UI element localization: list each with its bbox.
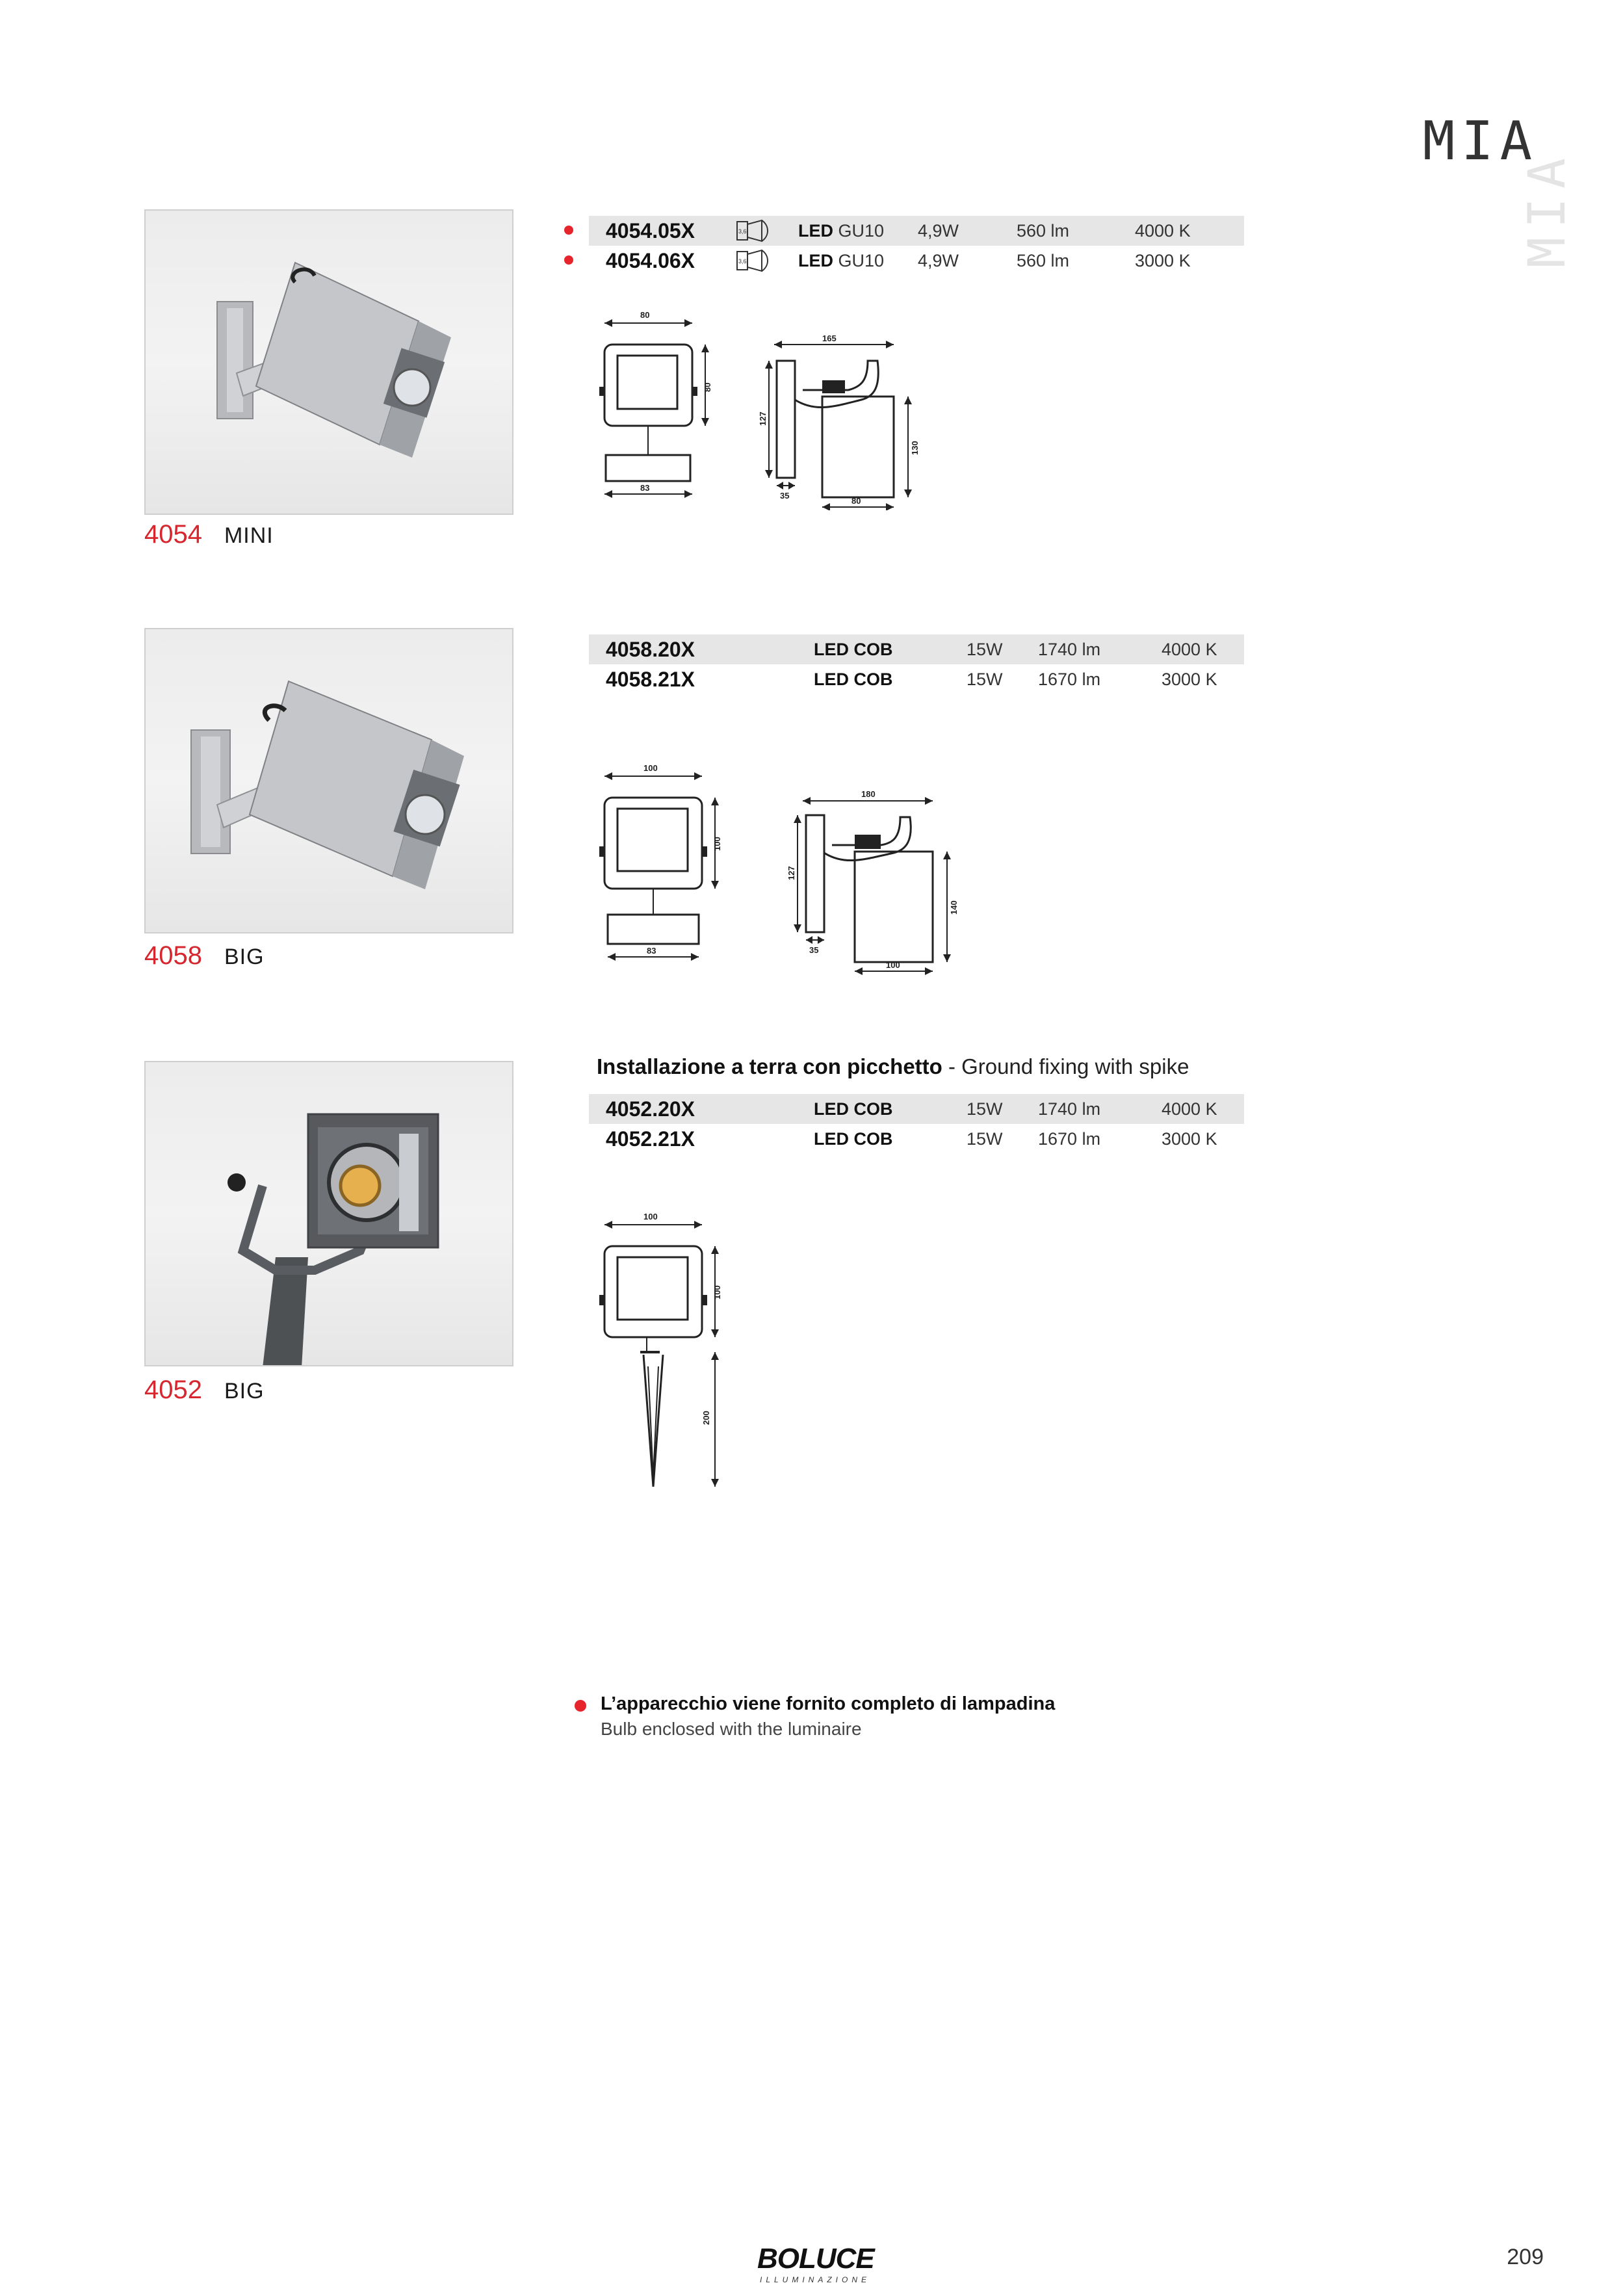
color-temperature: 3000 K bbox=[1162, 669, 1217, 689]
brand-subtitle: ILLUMINAZIONE bbox=[760, 2275, 871, 2284]
luminous-flux: 560 lm bbox=[1017, 220, 1070, 241]
light-source-socket: GU10 bbox=[833, 220, 885, 241]
spec-table-4052 bbox=[589, 1094, 1244, 1154]
color-temperature: 3000 K bbox=[1135, 250, 1191, 270]
color-temperature: 4000 K bbox=[1135, 220, 1191, 241]
spec-row bbox=[589, 246, 1244, 276]
svg-text:3,6: 3,6 bbox=[738, 228, 747, 235]
product-size: MINI bbox=[224, 523, 274, 548]
brand-name: BOLUCE bbox=[757, 2243, 874, 2275]
dimension-front-width: 80 bbox=[640, 310, 650, 320]
product-photo-4054 bbox=[144, 209, 513, 515]
article-code: 4052.21X bbox=[606, 1127, 695, 1151]
heading-it: Installazione a terra con picchetto bbox=[597, 1054, 942, 1078]
luminous-flux: 560 lm bbox=[1017, 250, 1070, 270]
side-view-wallplate bbox=[777, 361, 795, 478]
svg-text:3,6: 3,6 bbox=[738, 258, 747, 265]
product-code: 4058 bbox=[144, 941, 202, 970]
side-view-body bbox=[855, 852, 933, 962]
spec-row bbox=[589, 634, 1244, 664]
spec-row bbox=[589, 1124, 1244, 1154]
dimension-base-width: 83 bbox=[640, 483, 650, 493]
luminous-flux: 1740 lm bbox=[1038, 639, 1101, 659]
light-source-type: LED COB bbox=[814, 1099, 893, 1119]
light-source-socket: GU10 bbox=[833, 250, 885, 270]
product-label-4058 bbox=[144, 941, 265, 971]
collection-title: MIA bbox=[1422, 111, 1539, 172]
product-code: 4052 bbox=[144, 1376, 202, 1404]
product-label-4052 bbox=[144, 1376, 265, 1405]
power: 15W bbox=[967, 1099, 1003, 1119]
footnote-it: L’apparecchio viene fornito completo di lampadina bbox=[601, 1693, 1056, 1714]
side-view-wallplate bbox=[806, 815, 824, 932]
footnote bbox=[575, 1693, 1055, 1740]
bulb-included-bullet bbox=[564, 226, 573, 235]
collection-watermark: MIA bbox=[1518, 149, 1577, 268]
light-source-type: LED bbox=[798, 250, 833, 270]
luminous-flux: 1670 lm bbox=[1038, 1128, 1101, 1149]
wall-spotlight-illustration bbox=[146, 629, 513, 933]
article-code: 4054.05X bbox=[606, 218, 695, 242]
spec-row bbox=[589, 1094, 1244, 1124]
product-photo-4058 bbox=[144, 628, 513, 933]
page-number: 209 bbox=[1507, 2245, 1544, 2269]
dimension-body-height: 130 bbox=[910, 441, 920, 455]
front-view-base bbox=[606, 455, 690, 481]
side-view-body bbox=[822, 397, 894, 497]
dimension-body-width: 80 bbox=[851, 496, 861, 506]
dimension-front-width: 100 bbox=[643, 763, 658, 773]
spec-row bbox=[589, 664, 1244, 694]
luminous-flux: 1740 lm bbox=[1038, 1099, 1101, 1119]
dimension-front-height: 100 bbox=[712, 837, 722, 851]
gu10-lamp-icon bbox=[736, 248, 798, 274]
power: 15W bbox=[967, 1128, 1003, 1149]
color-temperature: 3000 K bbox=[1162, 1128, 1217, 1149]
product-code: 4054 bbox=[144, 520, 202, 549]
luminous-flux: 1670 lm bbox=[1038, 669, 1101, 689]
dimension-side-height: 127 bbox=[786, 866, 796, 880]
product-label-4054 bbox=[144, 520, 274, 549]
dimension-spike-height: 200 bbox=[701, 1411, 711, 1425]
product-size: BIG bbox=[224, 1379, 265, 1403]
power: 15W bbox=[967, 669, 1003, 689]
color-temperature: 4000 K bbox=[1162, 1099, 1217, 1119]
dimension-body-height: 140 bbox=[949, 900, 959, 915]
product-photo-4052 bbox=[144, 1061, 513, 1366]
spec-row bbox=[589, 216, 1244, 246]
front-view-base bbox=[608, 915, 699, 944]
brand-logo bbox=[757, 2243, 874, 2284]
power: 15W bbox=[967, 639, 1003, 659]
dimension-side-width: 180 bbox=[861, 789, 876, 799]
article-code: 4058.21X bbox=[606, 667, 695, 691]
color-temperature: 4000 K bbox=[1162, 639, 1217, 659]
ground-spotlight-illustration bbox=[146, 1062, 513, 1366]
light-source-type: LED COB bbox=[814, 639, 893, 659]
dimension-side-height: 127 bbox=[758, 411, 768, 426]
bulb-included-bullet bbox=[575, 1700, 586, 1712]
dimension-side-width: 165 bbox=[822, 333, 837, 343]
heading-en: - Ground fixing with spike bbox=[942, 1054, 1189, 1078]
ground-fixing-heading bbox=[597, 1054, 1189, 1079]
gu10-lamp-icon bbox=[736, 218, 798, 244]
wall-spotlight-illustration bbox=[146, 211, 513, 515]
dimension-front-height: 80 bbox=[703, 382, 712, 392]
dimension-base-width: 83 bbox=[647, 946, 656, 956]
article-code: 4052.20X bbox=[606, 1097, 695, 1121]
dimension-wallplate-depth: 35 bbox=[809, 945, 819, 955]
dimension-wallplate-depth: 35 bbox=[780, 491, 790, 501]
power: 4,9W bbox=[918, 250, 959, 270]
light-source-type: LED COB bbox=[814, 1128, 893, 1149]
footnote-en: Bulb enclosed with the luminaire bbox=[601, 1719, 862, 1739]
bulb-included-bullet bbox=[564, 255, 573, 265]
product-size: BIG bbox=[224, 945, 265, 969]
technical-drawing-4058 bbox=[588, 762, 991, 976]
dimension-body-width: 100 bbox=[886, 960, 900, 970]
technical-drawing-4052 bbox=[588, 1210, 744, 1496]
light-source-type: LED bbox=[798, 220, 833, 241]
article-code: 4054.06X bbox=[606, 248, 695, 272]
spec-table-4054 bbox=[589, 216, 1244, 276]
article-code: 4058.20X bbox=[606, 637, 695, 661]
power: 4,9W bbox=[918, 220, 959, 241]
dimension-front-width: 100 bbox=[643, 1212, 658, 1221]
technical-drawing-4054 bbox=[588, 309, 939, 510]
dimension-front-height: 100 bbox=[712, 1285, 722, 1299]
light-source-type: LED COB bbox=[814, 669, 893, 689]
spec-table-4058 bbox=[589, 634, 1244, 694]
